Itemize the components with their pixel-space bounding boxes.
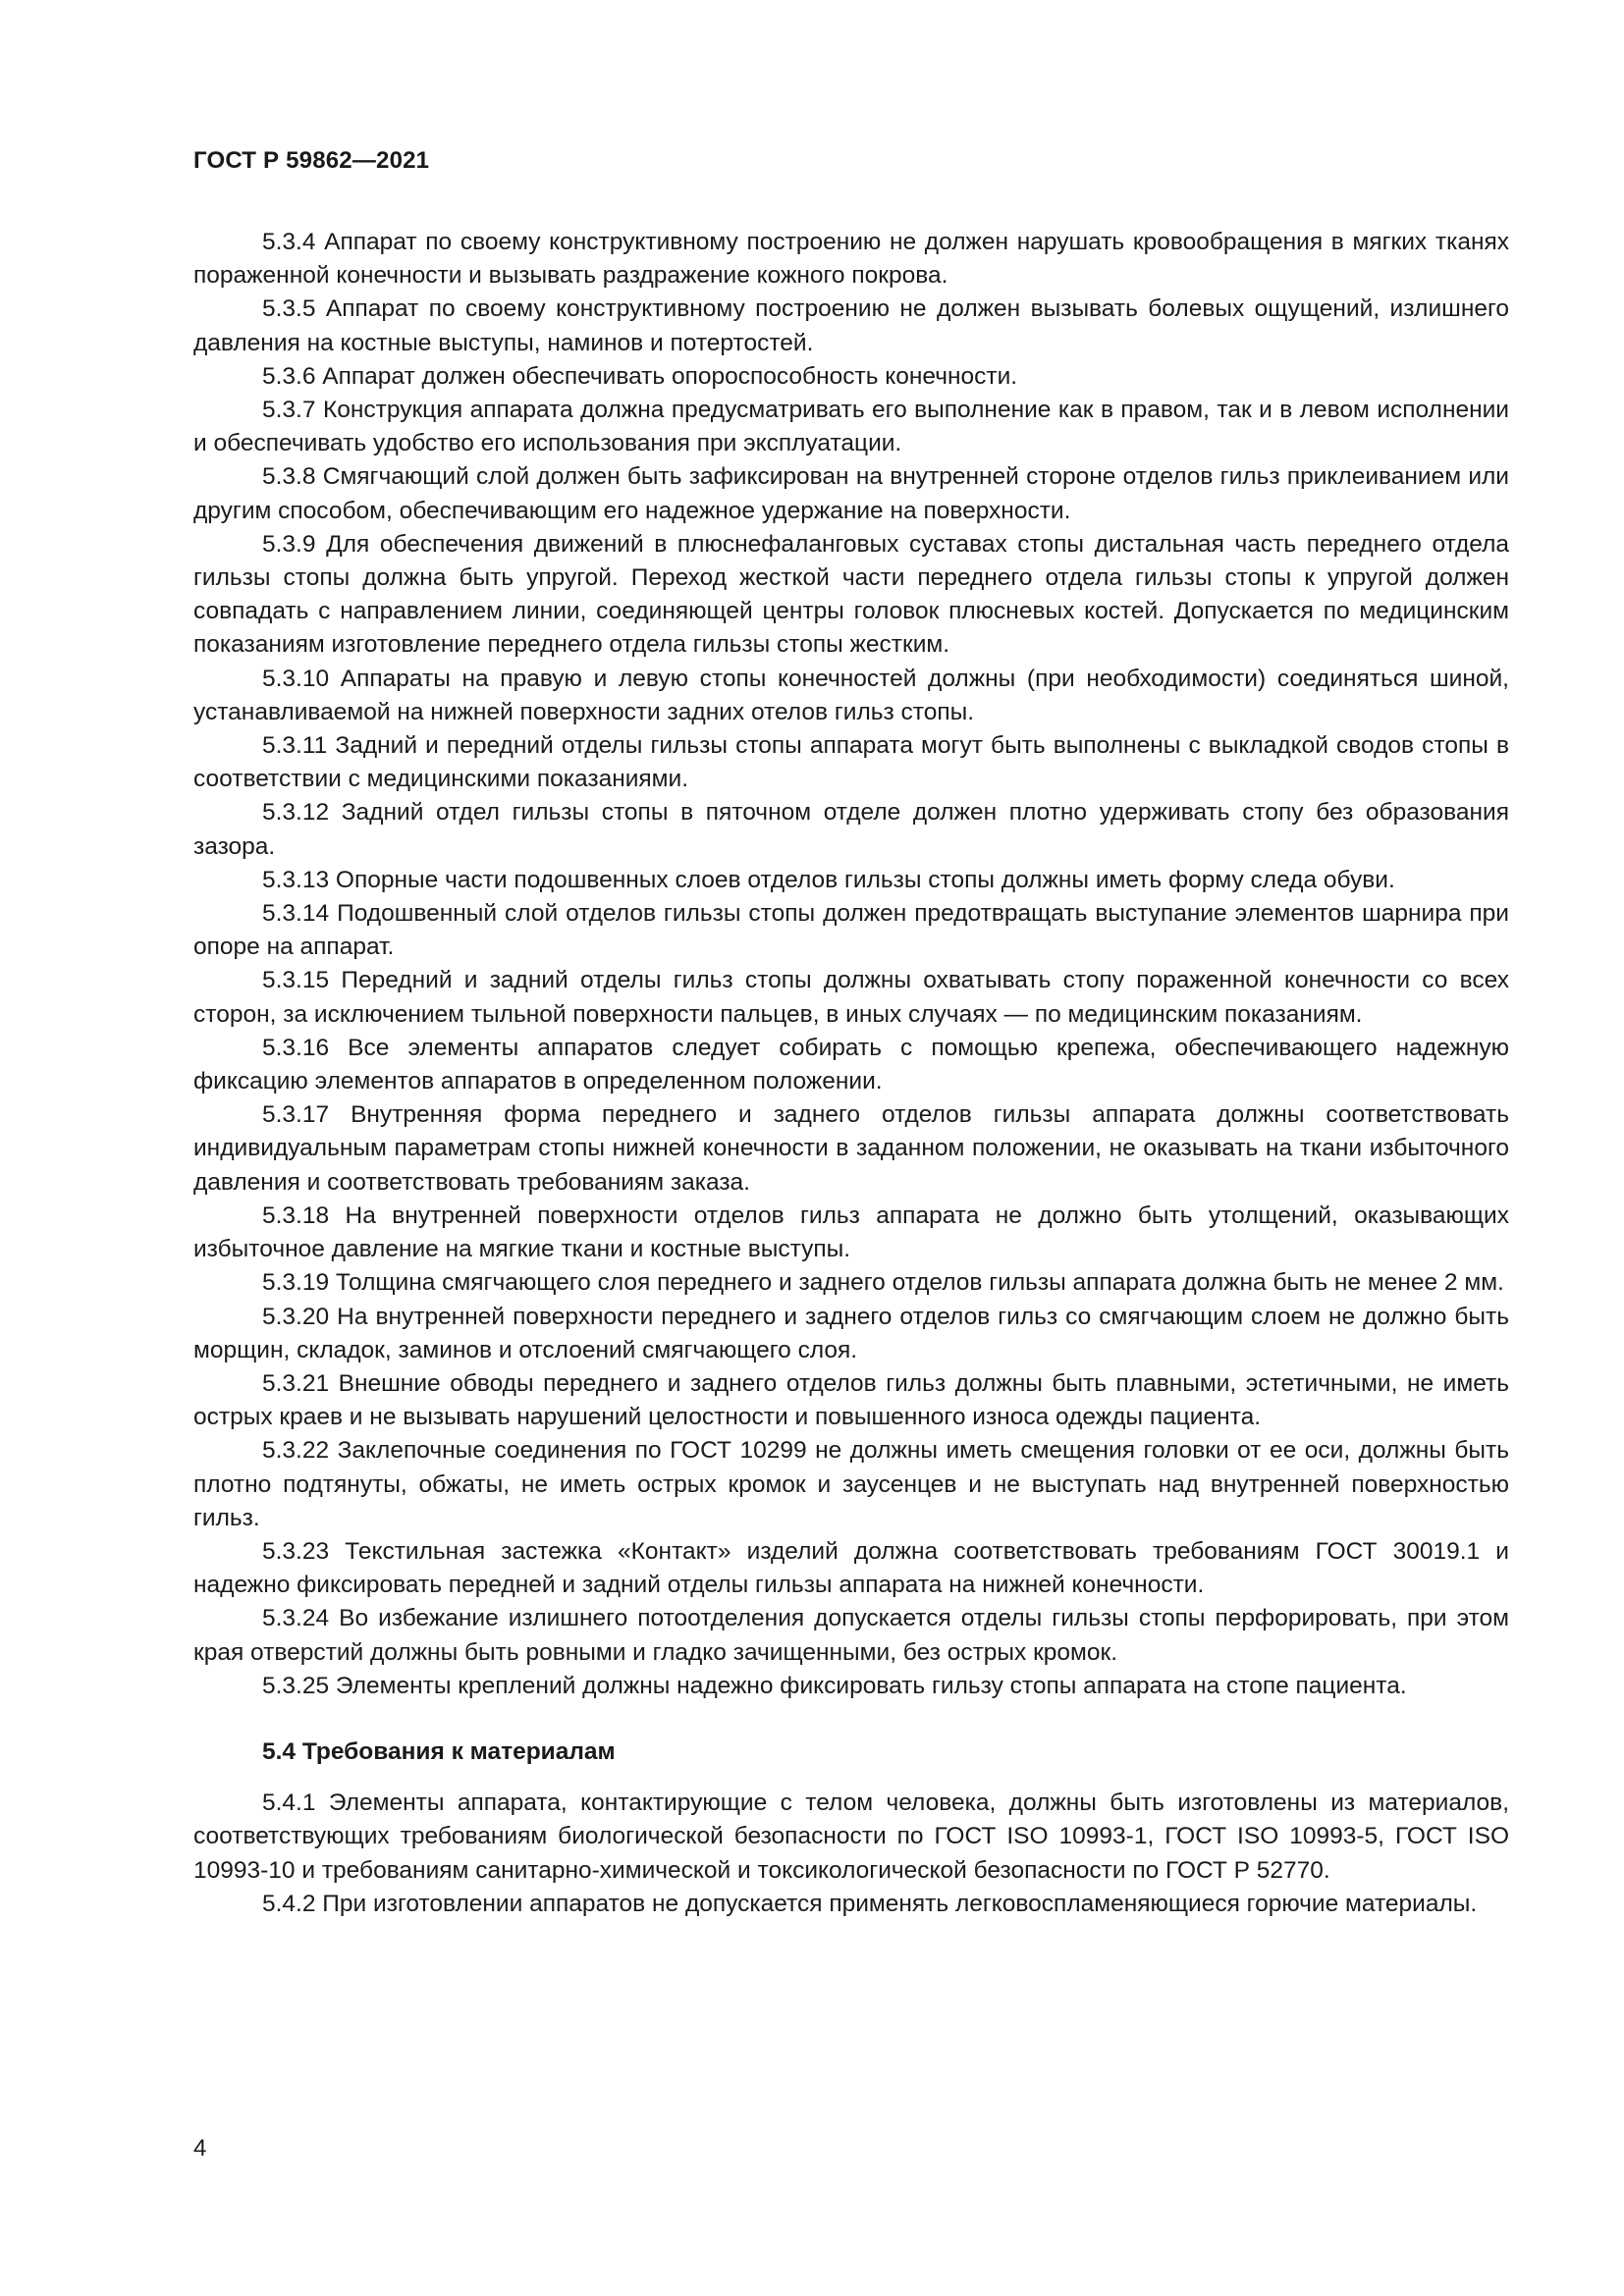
paragraph-5-3-19: 5.3.19 Толщина смягчающего слоя переднего и заднего отделов гильзы аппарата должна быть не менее 2 мм. [262, 1269, 1504, 1297]
document-code-header: ГОСТ Р 59862—2021 [193, 147, 430, 174]
paragraph-5-3-12: 5.3.12 Задний отдел гильзы стопы в пяточном отделе должен плотно удерживать стопу без образования зазора. [193, 799, 1509, 860]
paragraph-5-3-21: 5.3.21 Внешние обводы переднего и заднего отделов гильз должны быть плавными, эстетичными, не иметь острых краев и не вызывать нарушений целостности и повышенного износа одежды пациента. [193, 1369, 1509, 1431]
paragraph-5-3-22: 5.3.22 Заклепочные соединения по ГОСТ 10299 не должны иметь смещения головки от ее оси, должны быть плотно подтянуты, обжаты, не иметь острых кромок и заусенцев и не выступать над внутренней поверхностью гильз. [193, 1437, 1509, 1531]
paragraph-5-3-14: 5.3.14 Подошвенный слой отделов гильзы стопы должен предотвращать выступание элементов шарнира при опоре на аппарат. [193, 900, 1509, 961]
paragraph-5-3-5: 5.3.5 Аппарат по своему конструктивному построению не должен вызывать болевых ощущений, излишнего давления на костные выступы, наминов и потертостей. [193, 295, 1509, 356]
paragraph-5-3-24: 5.3.24 Во избежание излишнего потоотделения допускается отделы гильзы стопы перфорировать, при этом края отверстий должны быть ровными и гладко зачищенными, без острых кромок. [193, 1605, 1509, 1666]
paragraph-5-3-9: 5.3.9 Для обеспечения движений в плюснефаланговых суставах стопы дистальная часть переднего отдела гильзы стопы должна быть упругой. Переход жесткой части переднего отдела гильзы стопы к упругой должен совпадать с направлением линии, соединяющей центры головок плюсневых костей. Допускается по медицинским показаниям изготовление переднего отдела гильзы стопы жестким. [193, 530, 1509, 659]
paragraph-5-3-17: 5.3.17 Внутренняя форма переднего и заднего отделов гильзы аппарата должны соответствовать индивидуальным параметрам стопы нижней конечности в заданном положении, не оказывать на ткани избыточного давления и соответствовать требованиям заказа. [193, 1101, 1509, 1196]
paragraph-5-3-20: 5.3.20 На внутренней поверхности переднего и заднего отделов гильз со смягчающим слоем не должно быть морщин, складок, заминов и отслоений смягчающего слоя. [193, 1303, 1509, 1363]
paragraph-5-3-8: 5.3.8 Смягчающий слой должен быть зафиксирован на внутренней стороне отделов гильз приклеиванием или другим способом, обеспечивающим его надежное удержание на поверхности. [193, 463, 1509, 524]
paragraph-5-3-11: 5.3.11 Задний и передний отделы гильзы стопы аппарата могут быть выполнены с выкладкой сводов стопы в соответствии с медицинскими показаниями. [193, 732, 1509, 793]
page-number: 4 [193, 2135, 207, 2162]
paragraph-5-3-16: 5.3.16 Все элементы аппаратов следует собирать с помощью крепежа, обеспечивающего надежную фиксацию элементов аппаратов в определенном положении. [193, 1034, 1509, 1095]
paragraph-5-3-10: 5.3.10 Аппараты на правую и левую стопы конечностей должны (при необходимости) соединяться шиной, устанавливаемой на нижней поверхности задних отелов гильз стопы. [193, 665, 1509, 725]
paragraph-5-3-25: 5.3.25 Элементы креплений должны надежно фиксировать гильзу стопы аппарата на стопе пациента. [262, 1672, 1407, 1699]
paragraph-5-3-15: 5.3.15 Передний и задний отделы гильз стопы должны охватывать стопу пораженной конечности со всех сторон, за исключением тыльной поверхности пальцев, в иных случаях — по медицинским показаниям. [193, 967, 1509, 1028]
document-body [193, 226, 1509, 1921]
paragraph-5-3-7: 5.3.7 Конструкция аппарата должна предусматривать его выполнение как в правом, так и в левом исполнении и обеспечивать удобство его использования при эксплуатации. [193, 397, 1509, 457]
paragraph-5-3-23: 5.3.23 Текстильная застежка «Контакт» изделий должна соответствовать требованиям ГОСТ 30019.1 и надежно фиксировать передней и задний отделы гильзы аппарата на нижней конечности. [193, 1537, 1509, 1599]
paragraph-5-3-18: 5.3.18 На внутренней поверхности отделов гильз аппарата не должно быть утолщений, оказывающих избыточное давление на мягкие ткани и костные выступы. [193, 1201, 1509, 1263]
section-heading-5-4: 5.4 Требования к материалам [262, 1737, 616, 1765]
paragraph-5-3-4: 5.3.4 Аппарат по своему конструктивному построению не должен нарушать кровообращения в мягких тканях пораженной конечности и вызывать раздражение кожного покрова. [193, 229, 1509, 290]
paragraph-5-4-2: 5.4.2 При изготовлении аппаратов не допускается применять легковоспламеняющиеся горючие материалы. [262, 1890, 1478, 1917]
paragraph-5-3-13: 5.3.13 Опорные части подошвенных слоев отделов гильзы стопы должны иметь форму следа обуви. [262, 866, 1395, 893]
paragraph-5-3-6: 5.3.6 Аппарат должен обеспечивать опороспособность конечности. [262, 362, 1018, 390]
paragraph-5-4-1: 5.4.1 Элементы аппарата, контактирующие с телом человека, должны быть изготовлены из материалов, соответствующих требованиям биологической безопасности по ГОСТ ISO 10993-1, ГОСТ ISO 10993-5, ГОСТ ISO 10993-10 и требованиям санитарно-химической и токсикологической безопасности по ГОСТ Р 52770. [193, 1789, 1509, 1884]
